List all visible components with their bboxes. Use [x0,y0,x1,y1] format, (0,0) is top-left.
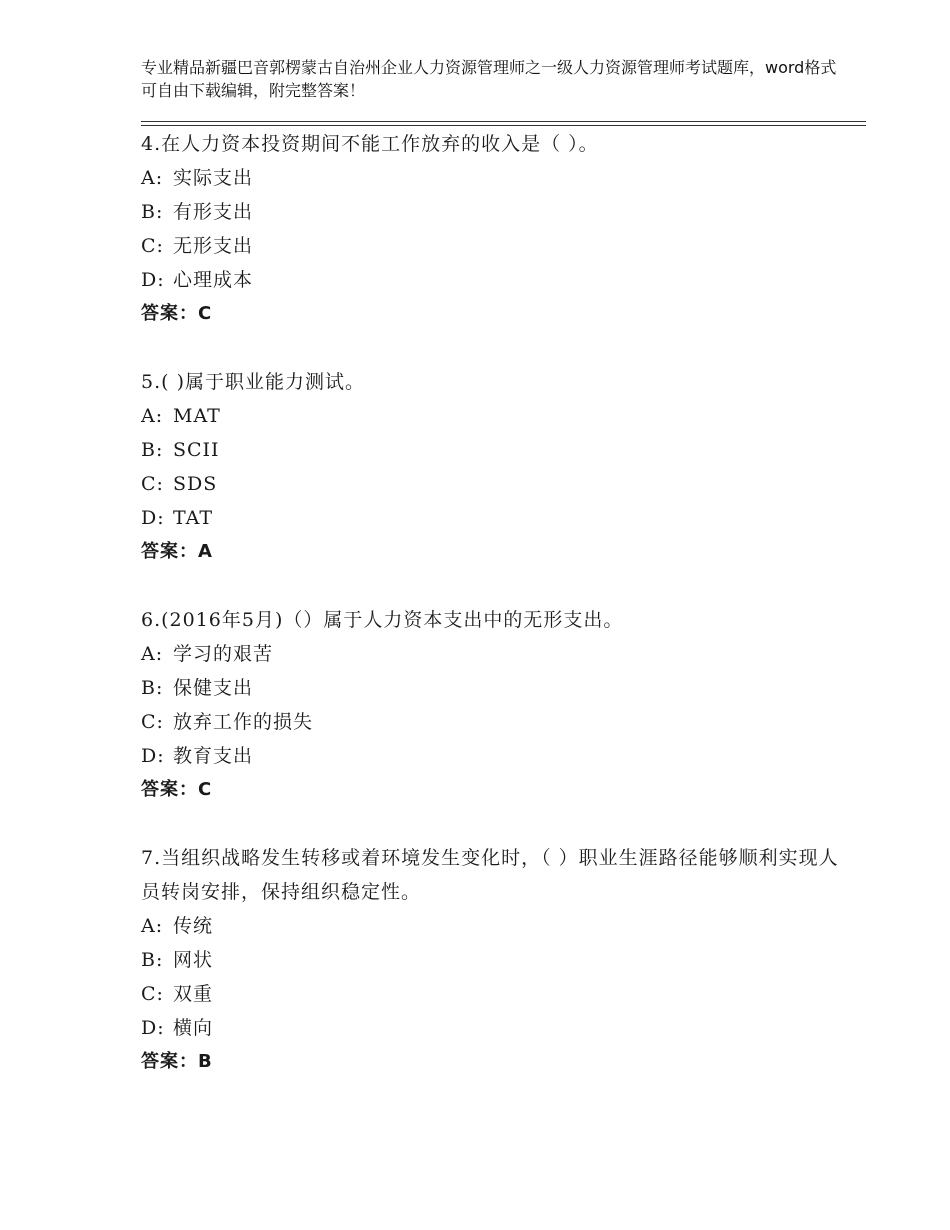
option-text: 有形支出 [173,201,254,223]
answer-line: 答案：C [141,779,213,800]
option-a [141,399,841,433]
option-text: 心理成本 [173,269,254,291]
option-text: 无形支出 [173,235,254,257]
option-text: 网状 [173,949,214,971]
option-text: 双重 [173,983,214,1005]
question-7 [141,841,841,1079]
option-text: 横向 [173,1017,214,1039]
option-c [141,229,841,263]
option-letter: A: [141,167,164,189]
option-text: 教育支出 [173,745,254,767]
option-c [141,705,841,739]
option-letter: D: [141,269,165,291]
answer-line: 答案：C [141,303,213,324]
option-b [141,195,841,229]
option-letter: D: [141,507,165,529]
option-text: SCII [173,439,220,461]
option-b [141,433,841,467]
option-letter: A: [141,643,164,665]
option-b [141,943,841,977]
document-header: 专业精品新疆巴音郭楞蒙古自治州企业人力资源管理师之一级人力资源管理师考试题库，word格式可自由下载编辑，附完整答案！ [141,58,837,100]
option-d [141,501,841,535]
option-text: MAT [173,405,221,427]
option-c [141,977,841,1011]
option-letter: B: [141,201,164,223]
header-rule-top [141,121,866,122]
question-5 [141,365,841,569]
option-text: 学习的艰苦 [173,643,274,665]
option-letter: D: [141,1017,165,1039]
question-stem: 7.当组织战略发生转移或着环境发生变化时，（ ）职业生涯路径能够顺利实现人员转岗安排，保持组织稳定性。 [141,847,839,903]
question-4 [141,127,841,331]
option-d [141,739,841,773]
option-letter: A: [141,405,164,427]
option-text: SDS [173,473,218,495]
option-letter: C: [141,235,164,257]
option-letter: D: [141,745,165,767]
option-text: 放弃工作的损失 [173,711,314,733]
question-stem: 4.在人力资本投资期间不能工作放弃的收入是（ ）。 [141,133,599,155]
option-text: 实际支出 [173,167,254,189]
option-letter: A: [141,915,164,937]
option-d [141,263,841,297]
option-letter: B: [141,677,164,699]
answer-line: 答案：A [141,541,213,562]
option-text: 保健支出 [173,677,254,699]
option-text: 传统 [173,915,214,937]
option-d [141,1011,841,1045]
option-c [141,467,841,501]
option-letter: C: [141,983,164,1005]
question-6 [141,603,841,807]
option-letter: B: [141,439,164,461]
answer-line: 答案：B [141,1051,213,1072]
option-a [141,637,841,671]
option-letter: C: [141,711,164,733]
option-text: TAT [173,507,213,529]
option-letter: C: [141,473,164,495]
question-stem: 5.( )属于职业能力测试。 [141,371,365,393]
option-a [141,161,841,195]
option-b [141,671,841,705]
header-rule-bottom [141,125,866,126]
option-letter: B: [141,949,164,971]
option-a [141,909,841,943]
question-stem: 6.(2016年5月)（）属于人力资本支出中的无形支出。 [141,609,624,631]
question-list [141,127,841,1113]
